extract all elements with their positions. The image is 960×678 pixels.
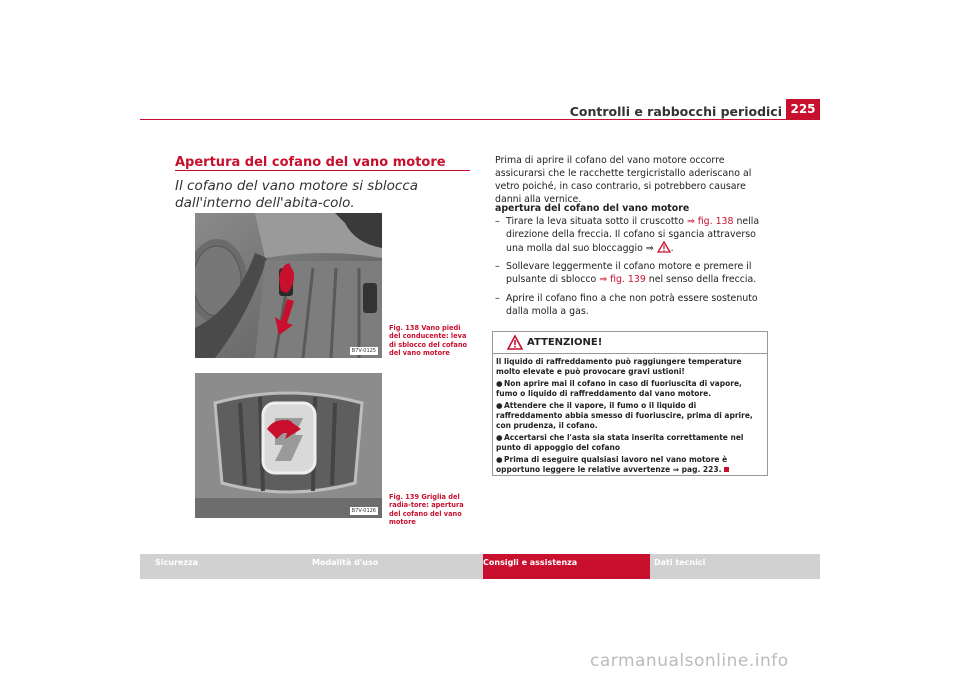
step-3 xyxy=(495,292,770,318)
footer-tab-sicurezza[interactable]: Sicurezza xyxy=(155,558,199,567)
step-1-text-c: . xyxy=(670,243,674,254)
figure-138-caption: Fig. 138 Vano piedi del conducente: leva di sblocco del cofano del vano motore xyxy=(389,324,468,357)
warning-bullet xyxy=(496,401,764,431)
step-3-text: Aprire il cofano fino a che non potrà essere sostenuto dalla molla a gas. xyxy=(506,293,758,317)
section-intro: Il cofano del vano motore si sblocca dall'interno dell'abita-colo. xyxy=(175,178,419,211)
bullet-icon: ● xyxy=(496,455,503,464)
warning-title: ATTENZIONE! xyxy=(527,337,603,348)
figure-139-code: B7V-0126 xyxy=(351,508,376,514)
section-rule xyxy=(175,170,470,171)
step-1 xyxy=(495,215,770,255)
bullet-icon: ● xyxy=(496,379,503,388)
bullet-icon: ● xyxy=(496,433,503,442)
figure-139-caption: Fig. 139 Griglia del radia-tore: apertura del cofano del vano motore xyxy=(389,493,464,526)
warning-bullet xyxy=(496,379,764,399)
warning-bullet xyxy=(496,455,764,475)
end-marker-icon xyxy=(724,467,729,472)
step-1-text-b: nella direzione della freccia. Il cofano si sgancia attraverso una molla dal suo bloccaggio ⇒ xyxy=(506,216,760,254)
warning-triangle-icon[interactable] xyxy=(657,241,671,253)
footer-tab-dati-tecnici[interactable]: Dati tecnici xyxy=(654,558,706,567)
warning-header xyxy=(493,332,767,354)
fig-139-link[interactable]: ⇒ fig. 139 xyxy=(599,274,646,285)
warning-bullet-text: Prima di eseguire qualsiasi lavoro nel vano motore è opportuno leggere le relative avvertenze ⇒ pag. 223. xyxy=(496,455,728,474)
warning-bullet-text: Accertarsi che l'asta sia stata inserita correttamente nel punto di appoggio del cofano xyxy=(496,433,744,452)
section-title: Apertura del cofano del vano motore xyxy=(175,155,446,170)
footer-nav-bar xyxy=(140,554,820,579)
step-1-text-a: Tirare la leva situata sotto il cruscotto xyxy=(506,216,687,227)
warning-triangle-icon xyxy=(507,335,523,350)
figure-139-grille-image xyxy=(195,373,382,518)
figure-138-code: B7V-0125 xyxy=(351,348,376,354)
warning-intro: Il liquido di raffreddamento può raggiungere temperature molto elevate e può provocare gravi ustioni! xyxy=(496,357,742,376)
step-2-text-b: nel senso della freccia. xyxy=(645,274,757,285)
warning-body xyxy=(496,357,764,477)
step-2-text-a: Sollevare leggermente il cofano motore e premere il pulsante di sblocco xyxy=(506,261,752,285)
footer-tab-modalita-uso[interactable]: Modalità d'uso xyxy=(312,558,379,567)
step-2 xyxy=(495,260,770,286)
figure-138-footwell-image xyxy=(195,213,382,358)
footer-tab-consigli-assistenza[interactable] xyxy=(483,554,650,579)
warning-bullet-text: Non aprire mai il cofano in caso di fuoriuscita di vapore, fumo o liquido di raffreddamento dal vano motore. xyxy=(496,379,742,398)
step-dash: – xyxy=(495,261,500,272)
fig-138-link[interactable]: ⇒ fig. 138 xyxy=(686,216,734,227)
steps-heading: apertura del cofano del vano motore xyxy=(495,203,690,214)
step-dash: – xyxy=(495,293,500,304)
header-rule xyxy=(140,119,820,120)
warning-box xyxy=(492,331,768,476)
step-dash: – xyxy=(495,216,500,227)
page-number: 225 xyxy=(786,99,820,119)
footer-tab-consigli-label: Consigli e assistenza xyxy=(483,558,578,567)
watermark: carmanualsonline.info xyxy=(590,651,789,671)
running-head-title: Controlli e rabbocchi periodici xyxy=(569,104,782,119)
warning-bullet-text: Attendere che il vapore, il fumo o il liquido di raffreddamento abbia smesso di fuoriuscire, prima di aprire, con prudenza, il cofano. xyxy=(496,401,753,430)
body-paragraph: Prima di aprire il cofano del vano motore occorre assicurarsi che le racchette tergicristallo aderiscano al vetro poiché, in caso contrario, si potrebbero causare danni alla vernice. xyxy=(495,155,752,205)
bullet-icon: ● xyxy=(496,401,503,410)
warning-bullet xyxy=(496,433,764,453)
